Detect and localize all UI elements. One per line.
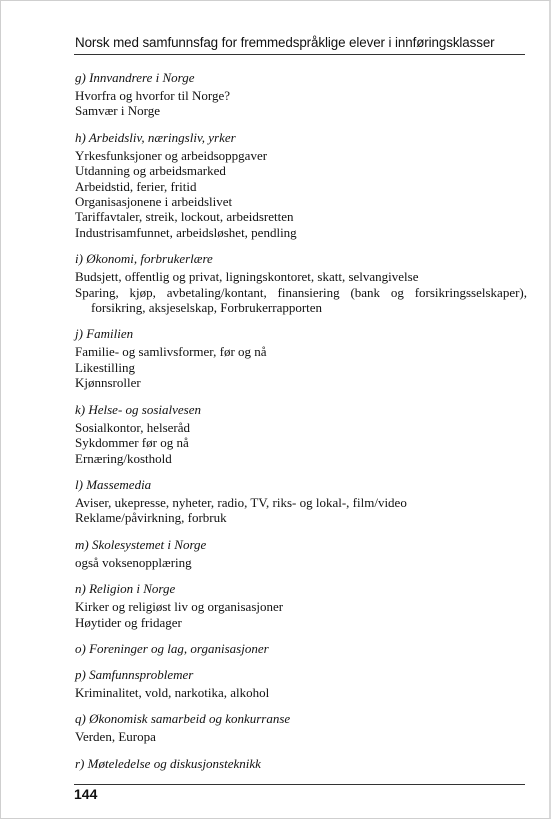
- section-p: [75, 667, 527, 700]
- section-heading: n) Religion i Norge: [75, 581, 176, 597]
- topic-list: [75, 70, 527, 782]
- section-m: [75, 537, 527, 570]
- page-number: 144: [74, 786, 98, 802]
- section-g: [75, 70, 527, 119]
- header-divider: [74, 54, 525, 55]
- section-line: Verden, Europa: [75, 729, 156, 745]
- section-line: Yrkesfunksjoner og arbeidsoppgaver: [75, 147, 268, 163]
- section-line: Industrisamfunnet, arbeidsløshet, pendling: [75, 224, 297, 240]
- section-r: [75, 756, 527, 771]
- section-line: Budsjett, offentlig og privat, ligningskontoret, skatt, selvangivelse: [75, 269, 419, 285]
- section-heading: p) Samfunnsproblemer: [75, 666, 194, 682]
- section-heading: k) Helse- og sosialvesen: [75, 401, 201, 417]
- section-line: Sykdommer før og nå: [75, 435, 189, 451]
- section-line: Hvorfra og hvorfor til Norge?: [75, 88, 230, 103]
- section-h: [75, 130, 527, 240]
- section-heading: g) Innvandrere i Norge: [75, 70, 195, 85]
- section-line: Kriminalitet, vold, narkotika, alkohol: [75, 684, 270, 700]
- section-line: Sparing, kjøp, avbetaling/kontant, finansiering (bank og forsikringsselskaper), forsikring, aksjeselskap, Forbrukerrapporten: [75, 284, 527, 316]
- section-k: [75, 402, 527, 466]
- section-line: Kjønnsroller: [75, 375, 141, 391]
- section-heading: m) Skolesystemet i Norge: [75, 536, 207, 552]
- section-line: Tariffavtaler, streik, lockout, arbeidsretten: [75, 209, 294, 225]
- section-line: Ernæring/kosthold: [75, 450, 172, 466]
- footer-divider: [74, 784, 525, 785]
- section-line: Utdanning og arbeidsmarked: [75, 163, 226, 179]
- section-line: Reklame/påvirkning, forbruk: [75, 510, 227, 526]
- section-line: Arbeidstid, ferier, fritid: [75, 178, 197, 194]
- section-heading: q) Økonomisk samarbeid og konkurranse: [75, 711, 291, 727]
- section-line: Likestilling: [75, 359, 135, 375]
- section-i: [75, 251, 527, 315]
- section-j: [75, 326, 527, 390]
- section-heading: j) Familien: [75, 326, 134, 342]
- section-line: Organisasjonene i arbeidslivet: [75, 194, 233, 210]
- section-o: [75, 641, 527, 656]
- section-line: Aviser, ukepresse, nyheter, radio, TV, riks- og lokal-, film/video: [75, 494, 407, 510]
- section-heading: i) Økonomi, forbrukerlære: [75, 251, 213, 267]
- section-heading: l) Massemedia: [75, 476, 152, 492]
- running-header: Norsk med samfunnsfag for fremmedspråklige elever i innføringsklasser: [75, 35, 495, 50]
- section-line: Høytider og fridager: [75, 614, 182, 630]
- section-heading: r) Møteledelse og diskusjonsteknikk: [75, 755, 261, 771]
- section-line: Kirker og religiøst liv og organisasjoner: [75, 599, 284, 615]
- section-heading: o) Foreninger og lag, organisasjoner: [75, 640, 269, 656]
- section-heading: h) Arbeidsliv, næringsliv, yrker: [75, 129, 236, 145]
- section-line: Familie- og samlivsformer, før og nå: [75, 344, 267, 360]
- section-l: [75, 477, 527, 526]
- section-line: også voksenopplæring: [75, 554, 192, 570]
- section-line: Samvær i Norge: [75, 103, 160, 119]
- section-n: [75, 581, 527, 630]
- section-q: [75, 711, 527, 744]
- section-line: Sosialkontor, helseråd: [75, 419, 191, 435]
